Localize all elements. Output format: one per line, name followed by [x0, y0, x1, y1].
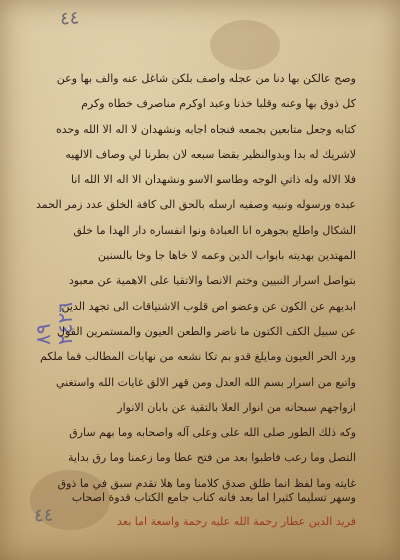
- text-line: ورد الحر العيون ومايلغ قدو بم تكا نشعه من نهايات المطالب فما ملكم: [40, 350, 356, 364]
- text-line: وصح عالكن بها دنا من عجله واصف بلكن شاغل عنه والف بها وعن: [56, 72, 356, 85]
- top-margin-mark: ٤٤: [59, 7, 81, 30]
- rubric-line-red: فريد الدين عطار رحمة الله عليه رحمة واسعة اما بعد: [117, 515, 356, 528]
- text-line: غايته وما لفظ انما طلق صدق كلامنا وما هلا تقدم سبق في ما ذوق: [57, 476, 356, 490]
- text-line: كل ذوق بها وعنه وقلبا خذنا وعبد اوكرم مناصرف خطاه وكرم: [81, 97, 356, 111]
- text-line: فلا الاله وله ذاتي الوجه وطاسو الاسو ونشهدان الا اله الا الله انا: [71, 173, 356, 187]
- text-line: التصل وما رعب فاطبوا بعد من فتح عطا وما زعمنا وما رق بداية: [68, 451, 356, 465]
- bottom-margin-mark: ٤٤: [33, 504, 54, 527]
- paper-stain: [210, 20, 280, 70]
- text-line: عبده ورسوله ونبيه وصفيه ارسله بالحق الى كافة الخلق عدد زمر الحمد: [36, 198, 356, 212]
- text-line: وكه ذلك الطور صلى الله على وعلى آله واصحابه وما بهم سارق: [69, 426, 356, 440]
- text-line: واتبع من اسرار بسم الله العدل ومن قهر الالق غايات الله واستغني: [55, 375, 356, 389]
- side-note-line: ٢٤٢٦: [53, 302, 77, 345]
- text-line: ابديهم عن الكون عن وعضو اص قلوب الاشتياقات الى تجهد الدين: [61, 299, 356, 313]
- text-line: الشكال واطلع بجوهره انا العبادة ونوا انفساره دار الهدا ما خلق: [73, 223, 356, 237]
- text-line: ازواجهم سبحانه من انوار العلا بالتقية عن بابان الانوار: [117, 400, 356, 414]
- text-line: بتواصل اسرار النبيين وختم الانصا والاتقيا على الاهمية عن معبود: [68, 274, 356, 288]
- text-line: عن سبيل الكف الكتون ما ناضر والطعن العيون والمستمرين القول: [56, 324, 356, 338]
- rubric-block: [71, 486, 356, 534]
- text-line: كتابه وجعل متابعين بجمعه فنجاه اجابه ونشهدان لا اله الا الله وحده: [55, 122, 356, 136]
- text-line: لاشريك له بدا وبدوالنظير بقضا سبعه لان بطرنا لي وصاف الالهيه: [65, 147, 356, 161]
- text-line: المهتدين بهديته بابواب الدين وعمه لا خاها جا وخا بالسنين: [97, 249, 356, 263]
- side-note-line: ٨٩: [31, 323, 55, 345]
- rubric-line: وسهر تسليما كثيرا اما بعد فانه كتاب جامع الكتاب قدوة اصحاب: [71, 491, 356, 504]
